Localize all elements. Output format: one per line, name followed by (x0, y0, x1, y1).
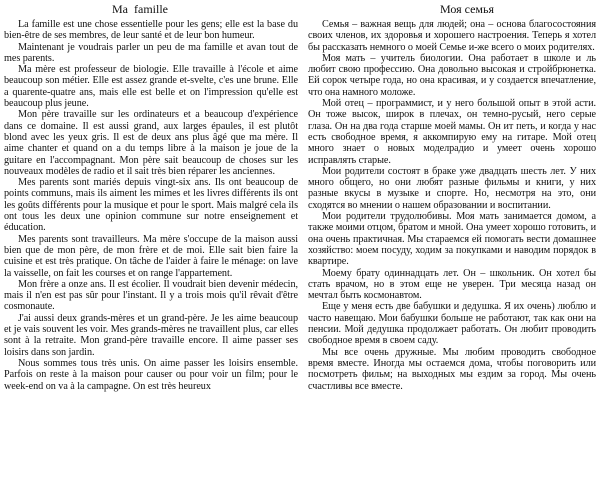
french-paragraph: J'ai aussi deux grands-mères et un grand-père. Je les aime beaucoup et je vais souvent les voir. Mes grands-mères ne travaillent plus, car elles sont à la retraite. Mon grand-père travaille encore. Il aime passer ses loisirs dans son jardin. (4, 312, 298, 358)
russian-paragraph: Мои родители состоят в браке уже двадцать шесть лет. У них много общего, но они любят разные фильмы и книги, у них разные вкусы в музыке и спорте. Но, несмотря на это, они сходятся во мнении о нашем образовании и воспитании. (308, 165, 596, 211)
french-paragraph: Mon père travaille sur les ordinateurs et a beaucoup d'expérience dans ce domaine. Il est aussi grand, aux larges épaules, il est plutôt blond avec les yeux gris. Il est de deux ans plus âgé que ma mère. Il aime chanter et quand on a du temps libre à la maison je joue de la guitare en l'accompagnant. Mon père sait beaucoup de choses sur les nouveaux modèles de radio et il sait très bien réparer les anciennes. (4, 109, 298, 177)
french-paragraph: Maintenant je voudrais parler un peu de ma famille et avan tout de mes parents. (4, 41, 298, 64)
french-paragraph: Mes parents sont travailleurs. Ma mère s'occupe de la maison aussi bien que de mon père, de mon frère et de moi. Elle sait bien faire la cuisine et est très pratique. On tâche de l'aider à faire le ménage: on lave la vaisselle, on fait les courses et on range l'appartement. (4, 233, 298, 279)
russian-paragraph: Мы все очень дружные. Мы любим проводить свободное время вместе. Иногда мы остаемся дома, чтобы поговорить или посмотреть фильм; на выходных мы ездим за город. Мы очень счастливы все вместе. (308, 346, 596, 392)
french-column (4, 3, 304, 488)
russian-paragraph: Моему брату одиннадцать лет. Он – школьник. Он хотел бы стать врачом, но в этом еще не уверен. Три месяца назад он мечтал быть космонавтом. (308, 267, 596, 302)
russian-title: Моя семья (439, 3, 495, 16)
french-title-word-ma: Ma (112, 3, 128, 16)
french-paragraph: La famille est une chose essentielle pour les gens; elle est la base du bien-être de ses membres, de leur santé et de leur bon humeur. (4, 19, 298, 42)
russian-column (304, 3, 596, 488)
russian-paragraph: Мой отец – программист, и у него большой опыт в этой асти. Он тоже высок, широк в плечах, он темно-русый, него серые глаза. Он на два года старше моей мамы. Он ит петь, и когда у нас есть свободное время, я аккомпирую ему на гитаре. Мой отец много знает о новых моделрадио и умеет очень хорошо исправлять старые. (308, 98, 596, 166)
french-title-word-famille: famille (134, 3, 168, 16)
russian-paragraph: Еще у меня есть две бабушки и дедушка. Я их очень) люблю и часто навещаю. Мои бабушки больше не работают, так как они на пенсии. Мой дедушка продолжает работать. Он любит проводить свободное время в своем саду. (308, 301, 596, 347)
french-paragraph: Mon frère a onze ans. Il est écolier. Il voudrait bien devenir médecin, mais il n'en est pas sûr pour l'instant. Il y a trois mois qu'il rêvait d'être cosmonaute. (4, 278, 298, 313)
russian-paragraph: Моя мать – учитель биологии. Она работает в школе и ль любит свою профессию. Она довольно высокая и стройбрюнетка. Ей сорок четыре года, но она красивая, и у создается впечатление, что она намного моложе. (308, 52, 596, 98)
french-paragraph: Ma mère est professeur de biologie. Elle travaille à l'école et aime beaucoup son métier. Elle est assez grande et-svelte, c'es une brune. Elle a quarente-quatre ans, mais elle est belle et on l'impression qu'elle est beaucoup plus jeune. (4, 64, 298, 110)
french-title (4, 3, 298, 16)
russian-paragraph: Семья – важная вещь для людей; она – основа благосостояния своих членов, их здоровья и хорошего настроения. Теперь я хотел бы рассказать немного о моей Семье и-же всего о моих родителях. (308, 19, 596, 53)
french-paragraph: Mes parents sont mariés depuis vingt-six ans. Ils ont beaucoup de points communs, mais ils aiment les mimes et les livres différents ils ont les goûts différents pour la musique et pour le sport. Mais malgré cela ils ont tous les deux une opinion commune sur notre enseignement et éducation. (4, 177, 298, 234)
french-paragraph: Nous sommes tous très unis. On aime passer les loisirs ensemble. Parfois on reste à la maison pour causer ou pour voir un film; pour le week-end on va à la campagne. On est très heureux (4, 357, 298, 392)
russian-paragraph: Мои родители трудолюбивы. Моя мать занимается домом, а также моими отцом, братом и мной. Она умеет хорошо готовить, и она очень практичная. Мы стараемся ей помогать вести домашнее хозяйство: моем посуду, ходим за покупками и наводим порядок в квартире. (308, 211, 596, 268)
